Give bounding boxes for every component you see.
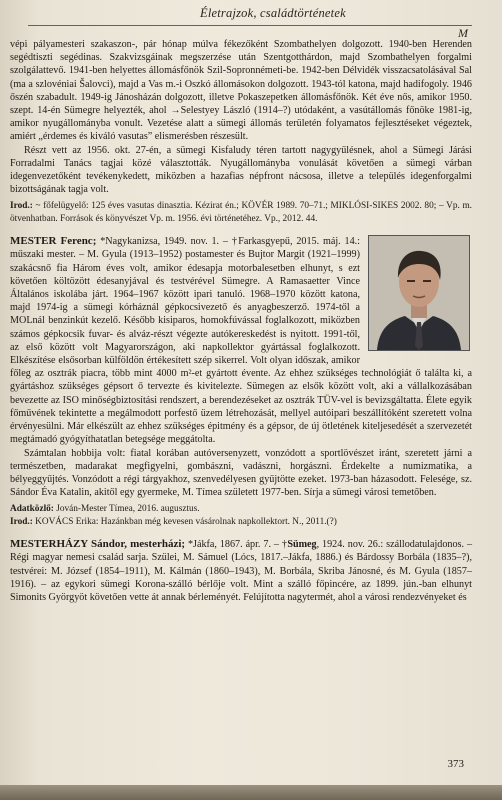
entry-place: Sümeg	[287, 539, 317, 551]
informant-text: Jován-Mester Tímea, 2016. augusztus.	[56, 504, 200, 515]
bibliography	[10, 200, 472, 225]
entry-mester-ferenc	[10, 235, 472, 528]
paragraph: vépi pályamesteri szakaszon-, pár hónap múlva fékezőként Szombathelyen dolgozott. 1940-ben Herenden segédtiszti segédinas. Szakvizsgáinak megszerzése után Szentgotthárdon, majd Szombathelyen forgalmi szolgálattevő. 1941-ben helyettes állomásfőnök Szil-Sopronnémeti-be. 1942-ben Délvidék visszacsatolásával Sal (ma a szlovéniai Šalovci), majd a Vas m.-i Oszkó állomásokon dolgozott. 1943-tól katona, majd hadifogoly. 1946 őszén szabadult. 1949-ig Jánosházán dolgozott, illetve Pokaszepetken állomásfőnök. Két éve nős, amikor 1950. szept. 14-én Sümegre helyezték, ahol →Selestyey László (1914–?) utódaként, a vasútállomás főnöke 1981-ig, amikor nyugállományba vonult. Vezetése alatt a sümegi állomás területén folyamatos fejlesztéseket végeztek, amiért „érdemes és kiváló vasutas” elismerésben részesült.	[10, 39, 472, 143]
informant-label: Adatközlő:	[10, 504, 54, 515]
bibliography-label: Irod.:	[10, 201, 33, 212]
paragraph: Részt vett az 1956. okt. 27-én, a sümegi Kisfaludy téren tartott nagygyűlésnek, ahol a Sümegi Járási Forradalmi Tanács tagjai közé választották. Nyugállományba vonulását követően a sümegi várban idegenvezetőként tevékenykedett, miközben a hazafias népfront nácsosa, illetve a település idegenforgalmi bizottságának tagja volt.	[10, 144, 472, 196]
section-letter: M	[458, 26, 468, 40]
entry-headword: MESTER Ferenc;	[10, 235, 97, 248]
entry-body: *Nagykanizsa, 1949. nov. 1. – †Farkasgyepű, 2015. máj. 14.: műszaki mester. – M. Gyula (1913–1952) postamester és Bujtor Margit (1921–1999) szakácsnő fia Három éves volt, amikor édesapja motorbalesetben elhunyt, s ezt követően költözött édesanyjával és testvérével Sümegre. A Ramasaetter Vince Általános iskolába járt. 1964–1967 között ipari tanuló. 1968–1970 között katona, majd 1974-ig a sümegi kórháznál gépkocsivezető és anyagbeszerző. 1974-től a MOLnál benzinkút kezelő. Később kisiparos, homokfúvással foglalkozott, miközben számos gépkocsik fuvar- és alváz-részt végezte autókereskedést is nyitott. 1991-től, az első között volt Magyarországon, aki napkollektor gyártással foglalkozott. Elkészítése elsősorban külföldön értékesített szép sikerrel. Volt olyan időszak, amikor főleg az osztrák piacra, több mint 4000 m²-et gyártott évente. Az ehhez szükséges technológiát ő találta ki, a gyártáshoz szükséges gépsort ő tervezte és kivitelezte. Sümegen az elsők között volt, aki a vállalkozásában bevezette az ISO minőségbiztosítási rendszert, a berendezéseket az osztrák TÜV-vel is bevizsgáltatta. Élete egyik főművének tekintette a megálmodott porfestő üzem létrehozását, mellyel autóipari beszállítóként szeretett volna érvényesülni. Már elkészült az ehhez szükséges épitmény és a gépsor, de új ötletének kiteljesedését a szervezetét megtámadó gyógyíthatatlan betegsége meggátolta.	[10, 236, 472, 446]
running-header	[0, 0, 502, 40]
entry-body: , 1924. nov. 26.: szállodatulajdonos. – Régi magyar nemesi család sarja. Szülei, M. Sámuel (Lócs, 1817.–Jákfa, 1886.) és Bárdossy Borbála (1835–?), testvérei: M. József (1854–1911), M. Kálmán (1860–1943), M. Borbála, Skriba Jánosné, és M. Gyula (1857–1916). – az egykori sümegi Korona-szálló bérlője volt. Mint a szálló főpincére, az 1899. jún.-ban elhunyt Simonits Györgyöt követően vette át annak bérleményét. Felújította nagytermét, ahol a városi rendezvényeket és	[10, 539, 473, 603]
portrait-photo	[368, 235, 472, 353]
entry-text	[10, 538, 472, 604]
page-bottom-edge	[0, 785, 502, 800]
page-body	[10, 38, 472, 604]
page-number: 373	[447, 758, 464, 770]
entry-headword: MESTERHÁZY Sándor, mesterházi;	[10, 538, 186, 551]
bibliography	[10, 516, 472, 528]
entry-mesterhazy-sandor	[10, 538, 472, 604]
portrait-drawing	[369, 236, 469, 350]
paragraph: Számtalan hobbija volt: fiatal korában autóversenyzett, vonzódott a sportlövészet iránt, szeretett járni a természetben, madarakat megfigyelni, gombászni, vadászni, horgászni. Érdekelte a numizmatika, a bélyeggyűjtés. Vonzódott a régi tárgyakhoz, szenvedélyesen gyűjtötte ezeket. 1973-ban házasodott. Felesége, sz. Sándor Éva Katalin, akitől egy gyermeke, M. Tímea született 1977-ben. Sírja a sümegi városi temetőben.	[10, 447, 472, 499]
bibliography-text: ~ főfelügyelő: 125 éves vasutas dinasztia. Kézirat én.; KÖVÉR 1989. 70–71.; MIKLÓSI-SIKES 2002. 80; – Vp. m. ötvenhatban. Források és könyvészet Vp. m. 1956. évi történetéhez. Vp., 2012. 44.	[10, 201, 472, 224]
bibliography-text: KOVÁCS Erika: Hazánkban még kevesen vásárolnak napkollektort. N., 2011.(?)	[35, 516, 337, 527]
portrait-image	[368, 235, 470, 351]
header-rule	[28, 25, 472, 26]
informant	[10, 503, 472, 515]
entry-body-start: *Jákfa, 1867. ápr. 7. – †	[187, 539, 288, 551]
running-title: Életrajzok, családtörténetek	[200, 6, 346, 20]
bibliography-label: Irod.:	[10, 516, 33, 527]
